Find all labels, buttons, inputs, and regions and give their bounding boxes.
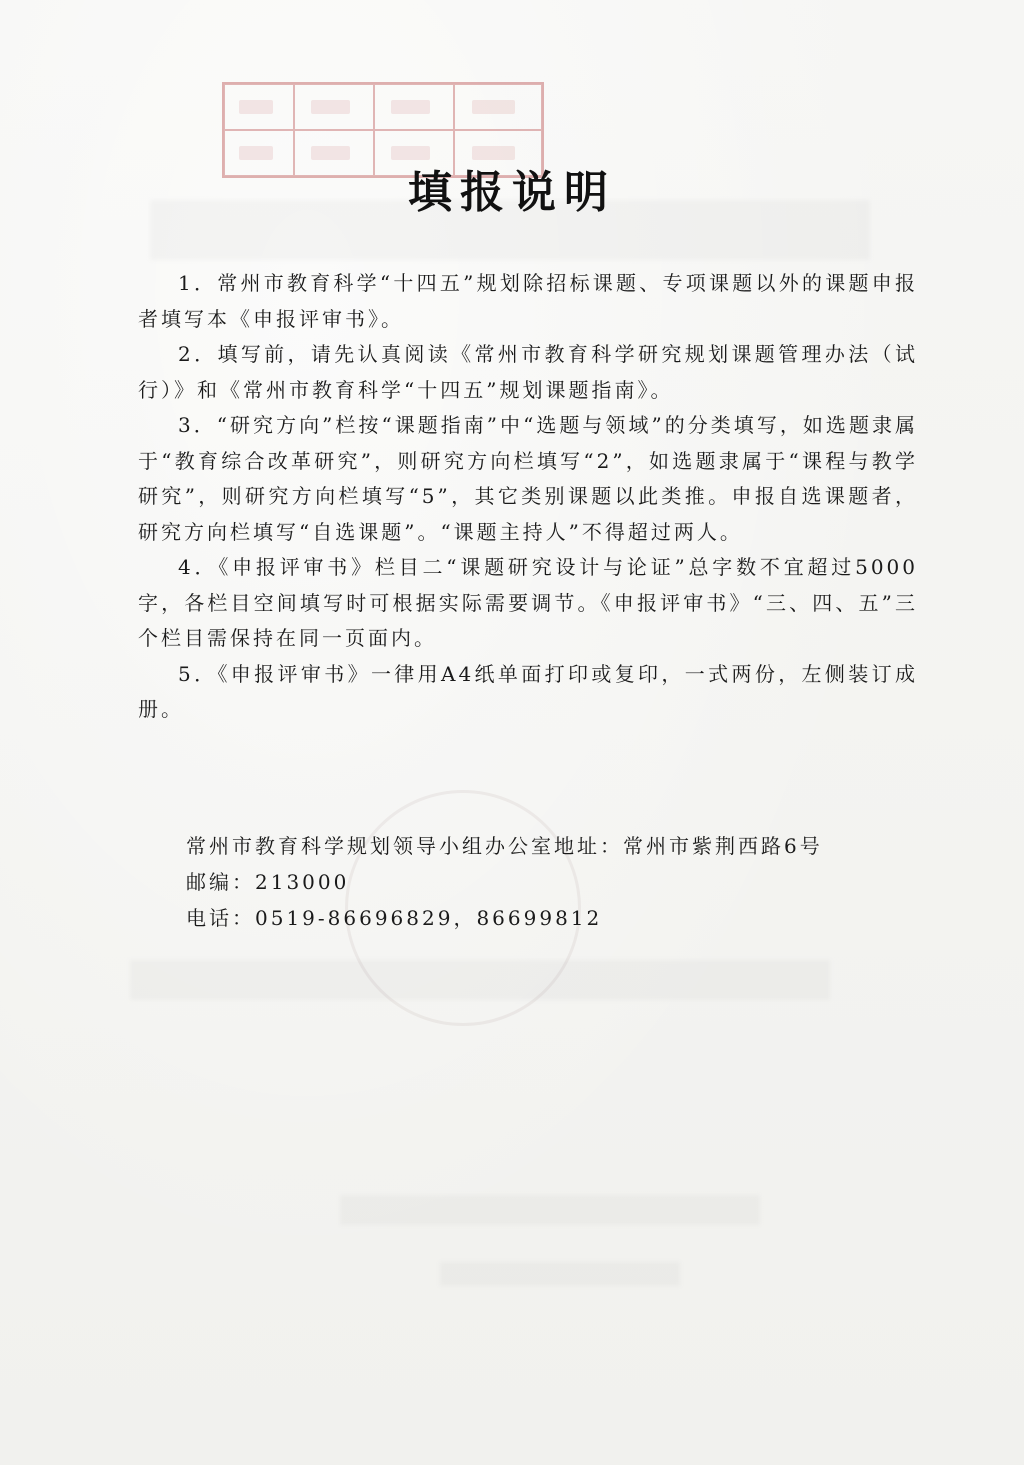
instruction-paragraph-4: 4．《申报评审书》栏目二“课题研究设计与论证”总字数不宜超过5000字，各栏目空间填写时可根据实际需要调节。《申报评审书》“三、四、五”三个栏目需保持在同一页面内。 [138, 555, 918, 650]
instruction-paragraph-1: 1．常州市教育科学“十四五”规划除招标课题、专项课题以外的课题申报者填写本《申报评审书》。 [138, 271, 918, 331]
phone-numbers: 电话：0519-86696829，86699812 [186, 906, 603, 930]
instruction-paragraph-3: 3．“研究方向”栏按“课题指南”中“选题与领域”的分类填写，如选题隶属于“教育综合改革研究”，则研究方向栏填写“2”，如选题隶属于“课程与教学研究”，则研究方向栏填写“5”，其它类别课题以此类推。申报自选课题者，研究方向栏填写“自选课题”。“课题主持人”不得超过两人。 [138, 413, 918, 544]
stamp-cell [454, 84, 542, 130]
page-title: 填报说明 [408, 167, 616, 218]
stamp-cell [294, 84, 374, 130]
bleed-through-text [440, 1262, 680, 1286]
instructions-body [138, 266, 918, 728]
office-address: 常州市教育科学规划领导小组办公室地址：常州市紫荆西路6号 [186, 834, 823, 858]
bleed-through-text [340, 1195, 760, 1225]
instruction-paragraph-2: 2．填写前，请先认真阅读《常州市教育科学研究规划课题管理办法（试行）》和《常州市教育科学“十四五”规划课题指南》。 [138, 342, 918, 402]
stamp-cell [224, 84, 294, 130]
contact-block [186, 828, 926, 936]
stamp-cell [374, 84, 454, 130]
postcode: 邮编：213000 [186, 870, 350, 894]
instruction-paragraph-5: 5．《申报评审书》一律用A4纸单面打印或复印，一式两份，左侧装订成册。 [138, 661, 918, 721]
